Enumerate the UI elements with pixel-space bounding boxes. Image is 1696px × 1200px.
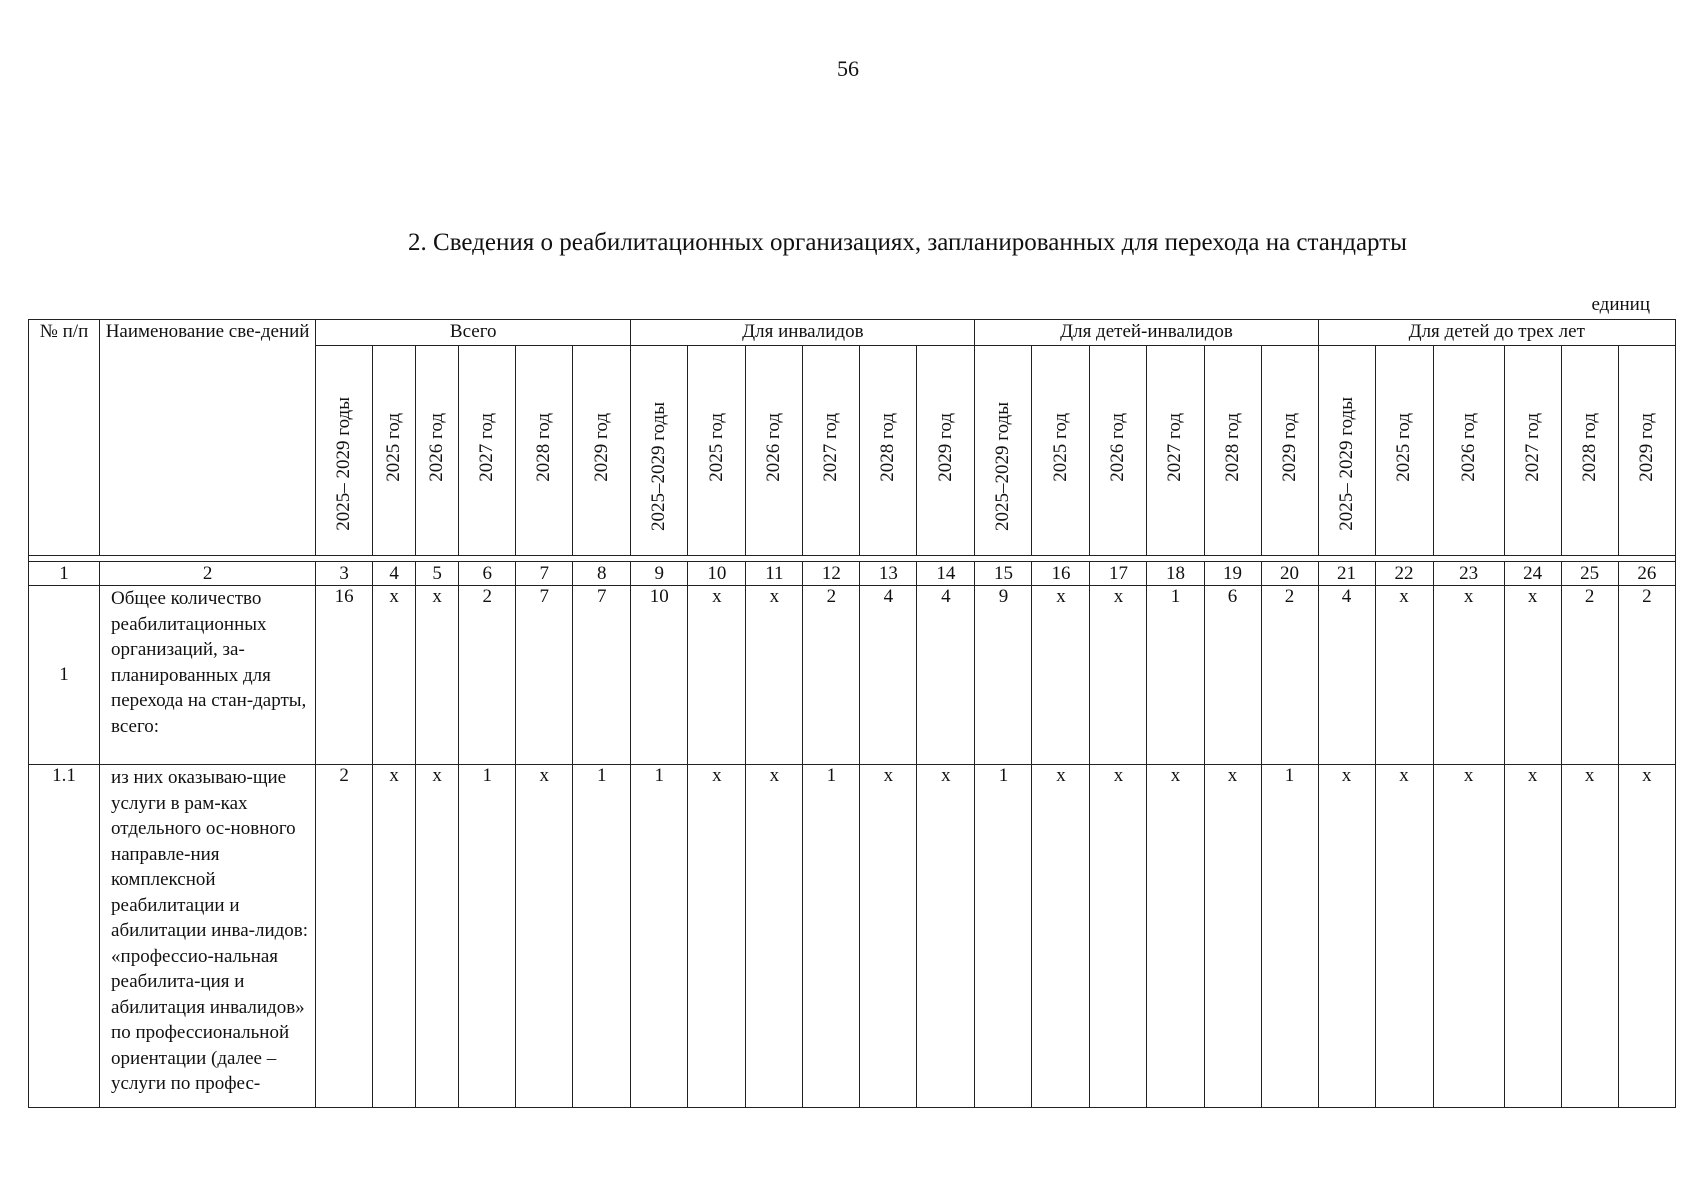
header-year-cell: 2025–2029 годы bbox=[975, 346, 1032, 556]
column-number-row bbox=[29, 562, 1676, 586]
header-row-groups bbox=[29, 320, 1676, 346]
value-cell: х bbox=[688, 765, 746, 1108]
header-year-cell: 2025 год bbox=[1032, 346, 1090, 556]
value-cell: х bbox=[1561, 765, 1618, 1108]
header-year-cell: 2028 год bbox=[1204, 346, 1261, 556]
header-year-cell: 2025– 2029 годы bbox=[1318, 346, 1375, 556]
column-number-cell: 2 bbox=[100, 562, 316, 586]
units-label: единиц bbox=[1591, 294, 1650, 315]
header-year-cell: 2028 год bbox=[860, 346, 917, 556]
header-year-cell: 2025– 2029 годы bbox=[316, 346, 373, 556]
table-row bbox=[29, 586, 1676, 765]
value-cell: х bbox=[373, 765, 416, 1108]
column-number-cell: 10 bbox=[688, 562, 746, 586]
page-number: 56 bbox=[837, 56, 859, 81]
header-year-cell: 2026 год bbox=[1433, 346, 1504, 556]
value-cell: х bbox=[1504, 765, 1561, 1108]
header-year-cell: 2028 год bbox=[1561, 346, 1618, 556]
column-number-cell: 11 bbox=[746, 562, 803, 586]
column-number-cell: 9 bbox=[631, 562, 688, 586]
header-name: Наименование све-дений bbox=[100, 320, 316, 556]
header-group-under-three: Для детей до трех лет bbox=[1318, 320, 1675, 346]
document-title: 2. Сведения о реабилитационных организациях, запланированных для перехода на стандарты bbox=[408, 229, 1407, 256]
value-cell: х bbox=[1375, 586, 1433, 765]
column-number-cell: 26 bbox=[1618, 562, 1675, 586]
column-number-cell: 14 bbox=[917, 562, 975, 586]
column-number-cell: 7 bbox=[516, 562, 573, 586]
value-cell: 6 bbox=[1204, 586, 1261, 765]
value-cell: х bbox=[1204, 765, 1261, 1108]
column-number-cell: 16 bbox=[1032, 562, 1090, 586]
header-year-cell: 2025–2029 годы bbox=[631, 346, 688, 556]
header-num: № п/п bbox=[29, 320, 100, 556]
column-number-cell: 21 bbox=[1318, 562, 1375, 586]
column-number-cell: 8 bbox=[573, 562, 631, 586]
value-cell: 1 bbox=[975, 765, 1032, 1108]
value-cell: 1 bbox=[1147, 586, 1204, 765]
header-year-cell: 2029 год bbox=[1618, 346, 1675, 556]
column-number-cell: 23 bbox=[1433, 562, 1504, 586]
value-cell: х bbox=[1375, 765, 1433, 1108]
column-number-cell: 20 bbox=[1261, 562, 1318, 586]
header-year-cell: 2029 год bbox=[573, 346, 631, 556]
rehab-organizations-table bbox=[28, 319, 1676, 1108]
column-number-cell: 5 bbox=[416, 562, 459, 586]
row-name: Общее количество реабилитационных организаций, за-планированных для перехода на стан-дарты, всего: bbox=[100, 586, 316, 765]
value-cell: х bbox=[688, 586, 746, 765]
header-group-disabled-children: Для детей-инвалидов bbox=[975, 320, 1318, 346]
column-number-cell: 6 bbox=[459, 562, 516, 586]
column-number-cell: 12 bbox=[803, 562, 860, 586]
column-number-cell: 25 bbox=[1561, 562, 1618, 586]
value-cell: х bbox=[1032, 586, 1090, 765]
value-cell: 2 bbox=[1618, 586, 1675, 765]
header-year-cell: 2029 год bbox=[1261, 346, 1318, 556]
header-year-cell: 2025 год bbox=[373, 346, 416, 556]
value-cell: х bbox=[1433, 765, 1504, 1108]
column-number-cell: 3 bbox=[316, 562, 373, 586]
column-number-cell: 19 bbox=[1204, 562, 1261, 586]
column-number-cell: 17 bbox=[1090, 562, 1147, 586]
header-year-cell: 2027 год bbox=[1504, 346, 1561, 556]
value-cell: 7 bbox=[516, 586, 573, 765]
value-cell: 2 bbox=[1561, 586, 1618, 765]
value-cell: х bbox=[516, 765, 573, 1108]
header-year-cell: 2029 год bbox=[917, 346, 975, 556]
value-cell: х bbox=[746, 765, 803, 1108]
value-cell: х bbox=[860, 765, 917, 1108]
column-number-cell: 18 bbox=[1147, 562, 1204, 586]
column-number-cell: 13 bbox=[860, 562, 917, 586]
header-group-disabled: Для инвалидов bbox=[631, 320, 975, 346]
value-cell: 9 bbox=[975, 586, 1032, 765]
header-year-cell: 2025 год bbox=[688, 346, 746, 556]
header-group-total: Всего bbox=[316, 320, 631, 346]
value-cell: 4 bbox=[860, 586, 917, 765]
header-year-cell: 2028 год bbox=[516, 346, 573, 556]
value-cell: 10 bbox=[631, 586, 688, 765]
table-row bbox=[29, 765, 1676, 1108]
value-cell: х bbox=[416, 586, 459, 765]
value-cell: 4 bbox=[1318, 586, 1375, 765]
header-year-cell: 2026 год bbox=[416, 346, 459, 556]
value-cell: х bbox=[1504, 586, 1561, 765]
value-cell: 1 bbox=[459, 765, 516, 1108]
value-cell: х bbox=[1032, 765, 1090, 1108]
value-cell: х bbox=[917, 765, 975, 1108]
value-cell: х bbox=[1318, 765, 1375, 1108]
value-cell: х bbox=[746, 586, 803, 765]
value-cell: 1 bbox=[803, 765, 860, 1108]
value-cell: 1 bbox=[573, 765, 631, 1108]
value-cell: х bbox=[1147, 765, 1204, 1108]
value-cell: х bbox=[1433, 586, 1504, 765]
header-year-cell: 2026 год bbox=[1090, 346, 1147, 556]
header-year-cell: 2027 год bbox=[1147, 346, 1204, 556]
column-number-cell: 24 bbox=[1504, 562, 1561, 586]
value-cell: х bbox=[416, 765, 459, 1108]
row-number: 1 bbox=[29, 586, 100, 765]
value-cell: 2 bbox=[803, 586, 860, 765]
value-cell: 1 bbox=[631, 765, 688, 1108]
value-cell: 2 bbox=[316, 765, 373, 1108]
row-name: из них оказываю-щие услуги в рам-ках отдельного ос-новного направле-ния комплексной реабилитации и абилитации инва-лидов: «профессио-нальная реабилита-ция и абилитация инвалидов» по профессиональной ориентации (далее – услуги по профес- bbox=[100, 765, 316, 1108]
value-cell: 16 bbox=[316, 586, 373, 765]
header-year-cell: 2025 год bbox=[1375, 346, 1433, 556]
value-cell: 1 bbox=[1261, 765, 1318, 1108]
value-cell: 7 bbox=[573, 586, 631, 765]
value-cell: 2 bbox=[1261, 586, 1318, 765]
column-number-cell: 22 bbox=[1375, 562, 1433, 586]
column-number-cell: 15 bbox=[975, 562, 1032, 586]
row-number: 1.1 bbox=[29, 765, 100, 1108]
value-cell: 4 bbox=[917, 586, 975, 765]
column-number-cell: 1 bbox=[29, 562, 100, 586]
header-year-cell: 2026 год bbox=[746, 346, 803, 556]
column-number-cell: 4 bbox=[373, 562, 416, 586]
value-cell: 2 bbox=[459, 586, 516, 765]
value-cell: х bbox=[1090, 586, 1147, 765]
value-cell: х bbox=[1618, 765, 1675, 1108]
value-cell: х bbox=[1090, 765, 1147, 1108]
header-year-cell: 2027 год bbox=[459, 346, 516, 556]
header-year-cell: 2027 год bbox=[803, 346, 860, 556]
value-cell: х bbox=[373, 586, 416, 765]
